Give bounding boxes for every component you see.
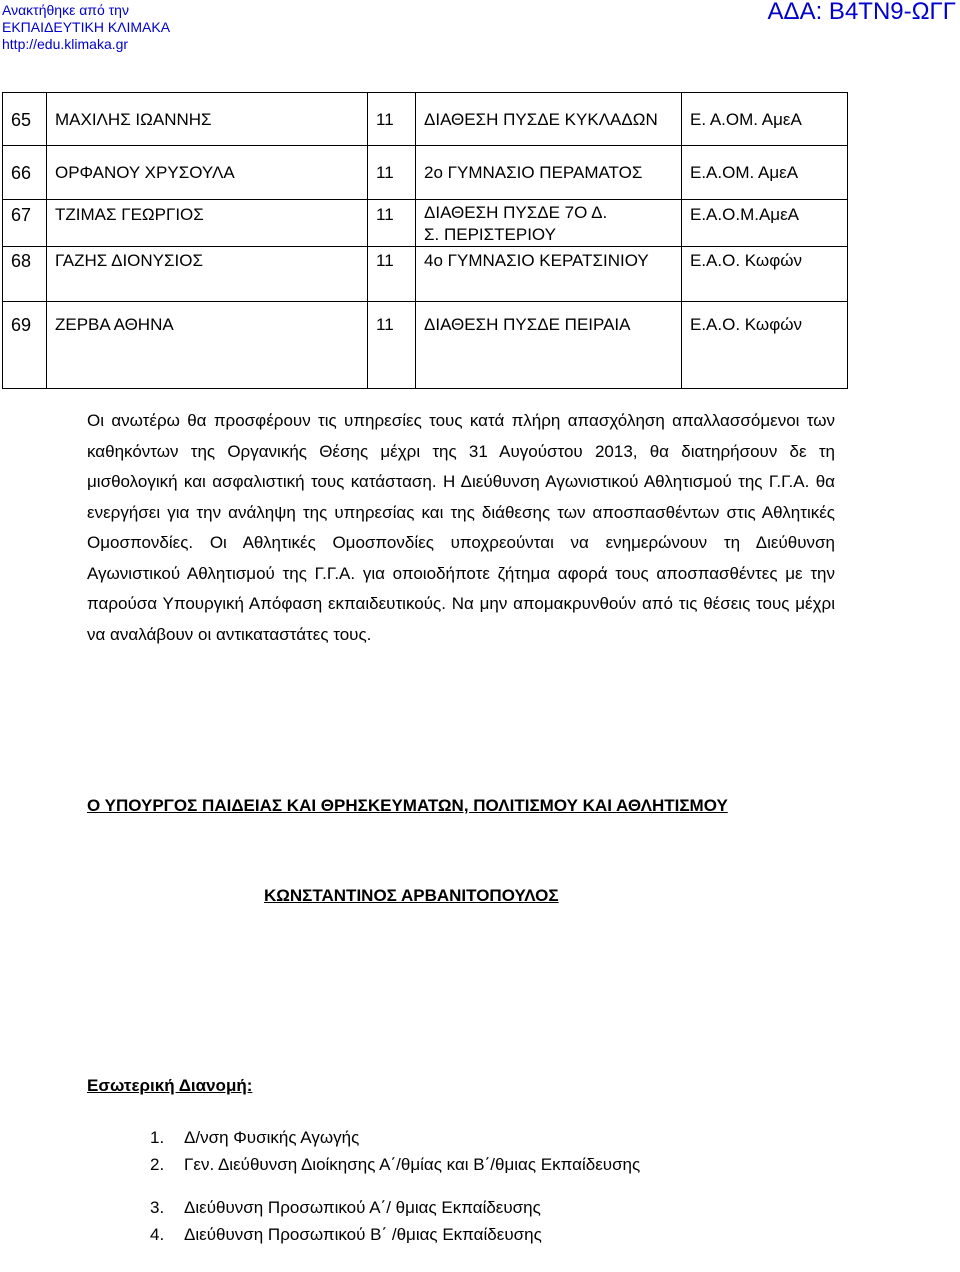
row-number: 69 (11, 315, 32, 335)
distribution-title: Εσωτερική Διανομή: (87, 1076, 253, 1095)
specialty-code: 11 (376, 315, 394, 334)
specialty-code: 11 (376, 163, 394, 182)
list-text: Διεύθυνση Προσωπικού Β΄ /θμιας Εκπαίδευσης (184, 1225, 542, 1244)
watermark-line-2: ΕΚΠΑΙΔΕΥΤΙΚΗ ΚΛΙΜΑΚΑ (2, 19, 171, 35)
list-item (150, 1124, 670, 1151)
federation: Ε.Α.ΟΜ. ΑμεΑ (690, 163, 799, 182)
table-row (3, 200, 848, 247)
source-watermark (2, 2, 170, 53)
list-item (150, 1151, 670, 1178)
signatory-name: ΚΩΝΣΤΑΝΤΙΝΟΣ ΑΡΒΑΝΙΤΟΠΟΥΛΟΣ (264, 886, 559, 905)
list-number: 1. (150, 1128, 165, 1147)
teacher-name: ΜΑΧΙΛΗΣ ΙΩΑΝΝΗΣ (55, 110, 212, 129)
staff-table (2, 92, 848, 389)
federation: Ε. Α.ΟΜ. ΑμεΑ (690, 110, 802, 129)
teacher-name: ΟΡΦΑΝΟΥ ΧΡΥΣΟΥΛΑ (55, 163, 235, 182)
list-text: Δ/νση Φυσικής Αγωγής (184, 1128, 360, 1147)
teacher-name: ΖΕΡΒΑ ΑΘΗΝΑ (55, 315, 174, 334)
body-paragraph: Οι ανωτέρω θα προσφέρουν τις υπηρεσίες τους κατά πλήρη απασχόληση απαλλασσόμενοι των καθηκόντων της Οργανικής Θέσης μέχρι της 31 Αυγούστου 2013, θα διατηρήσουν δε τη μισθολογική και ασφαλιστική τους κατάσταση. Η Διεύθυνση Αγωνιστικού Αθλητισμού της Γ.Γ.Α. θα ενεργήσει για την ανάληψη της υπηρεσίας και της διάθεσης των αποσπασθέντων στις Αθλητικές Ομοσπονδίες. Οι Αθλητικές Ομοσπονδίες υποχρεούνται να ενημερώνουν τη Διεύθυνση Αγωνιστικού Αθλητισμού της Γ.Γ.Α. για οποιοδήποτε ζήτημα αφορά τους αποσπασθέντες με την παρούσα Υπουργική Απόφαση εκπαιδευτικούς. Να μην απομακρυνθούν από τις θέσεις τους μέχρι να αναλάβουν οι αντικαταστάτες τους. (87, 411, 835, 644)
row-number: 65 (11, 110, 32, 130)
specialty-code: 11 (376, 205, 394, 224)
watermark-line-1: Ανακτήθηκε από την (2, 2, 129, 18)
school-unit: ΔΙΑΘΕΣΗ ΠΥΣΔΕ 7Ο Δ. Σ. ΠΕΡΙΣΤΕΡΙΟΥ (424, 203, 608, 244)
watermark-link[interactable]: http://edu.klimaka.gr (2, 36, 129, 52)
list-text: Διεύθυνση Προσωπικού Α΄/ θμιας Εκπαίδευσης (184, 1198, 541, 1217)
list-text: Γεν. Διεύθυνση Διοίκησης Α΄/θμίας και Β΄/θμιας Εκπαίδευσης (184, 1155, 641, 1174)
list-item (150, 1194, 670, 1221)
teacher-name: ΤΖΙΜΑΣ ΓΕΩΡΓΙΟΣ (55, 205, 204, 224)
school-unit: ΔΙΑΘΕΣΗ ΠΥΣΔΕ ΠΕΙΡΑΙΑ (424, 315, 631, 334)
ada-code: ΑΔΑ: Β4ΤΝ9-ΩΓΓ (767, 0, 956, 25)
list-number: 4. (150, 1225, 165, 1244)
table-row (3, 302, 848, 389)
school-unit: 4ο ΓΥΜΝΑΣΙΟ ΚΕΡΑΤΣΙΝΙΟΥ (424, 251, 649, 270)
federation: Ε.Α.Ο. Κωφών (690, 315, 802, 334)
federation: Ε.Α.Ο.Μ.ΑμεΑ (690, 205, 800, 224)
table-row (3, 247, 848, 302)
list-number: 2. (150, 1155, 165, 1174)
list-number: 3. (150, 1198, 165, 1217)
specialty-code: 11 (376, 110, 394, 129)
row-number: 66 (11, 163, 32, 183)
specialty-code: 11 (376, 251, 394, 270)
list-item (150, 1221, 670, 1248)
signatory-title: Ο ΥΠΟΥΡΓΟΣ ΠΑΙΔΕΙΑΣ ΚΑΙ ΘΡΗΣΚΕΥΜΑΤΩΝ, ΠΟΛΙΤΙΣΜΟΥ ΚΑΙ ΑΘΛΗΤΙΣΜΟΥ (87, 796, 728, 815)
table-row (3, 93, 848, 146)
distribution-list (150, 1124, 670, 1248)
federation: Ε.Α.Ο. Κωφών (690, 251, 802, 270)
school-unit: ΔΙΑΘΕΣΗ ΠΥΣΔΕ ΚΥΚΛΑΔΩΝ (424, 110, 658, 129)
teacher-name: ΓΑΖΗΣ ΔΙΟΝΥΣΙΟΣ (55, 251, 203, 270)
row-number: 67 (11, 205, 32, 225)
school-unit: 2ο ΓΥΜΝΑΣΙΟ ΠΕΡΑΜΑΤΟΣ (424, 163, 643, 182)
row-number: 68 (11, 251, 32, 271)
table-row (3, 146, 848, 200)
